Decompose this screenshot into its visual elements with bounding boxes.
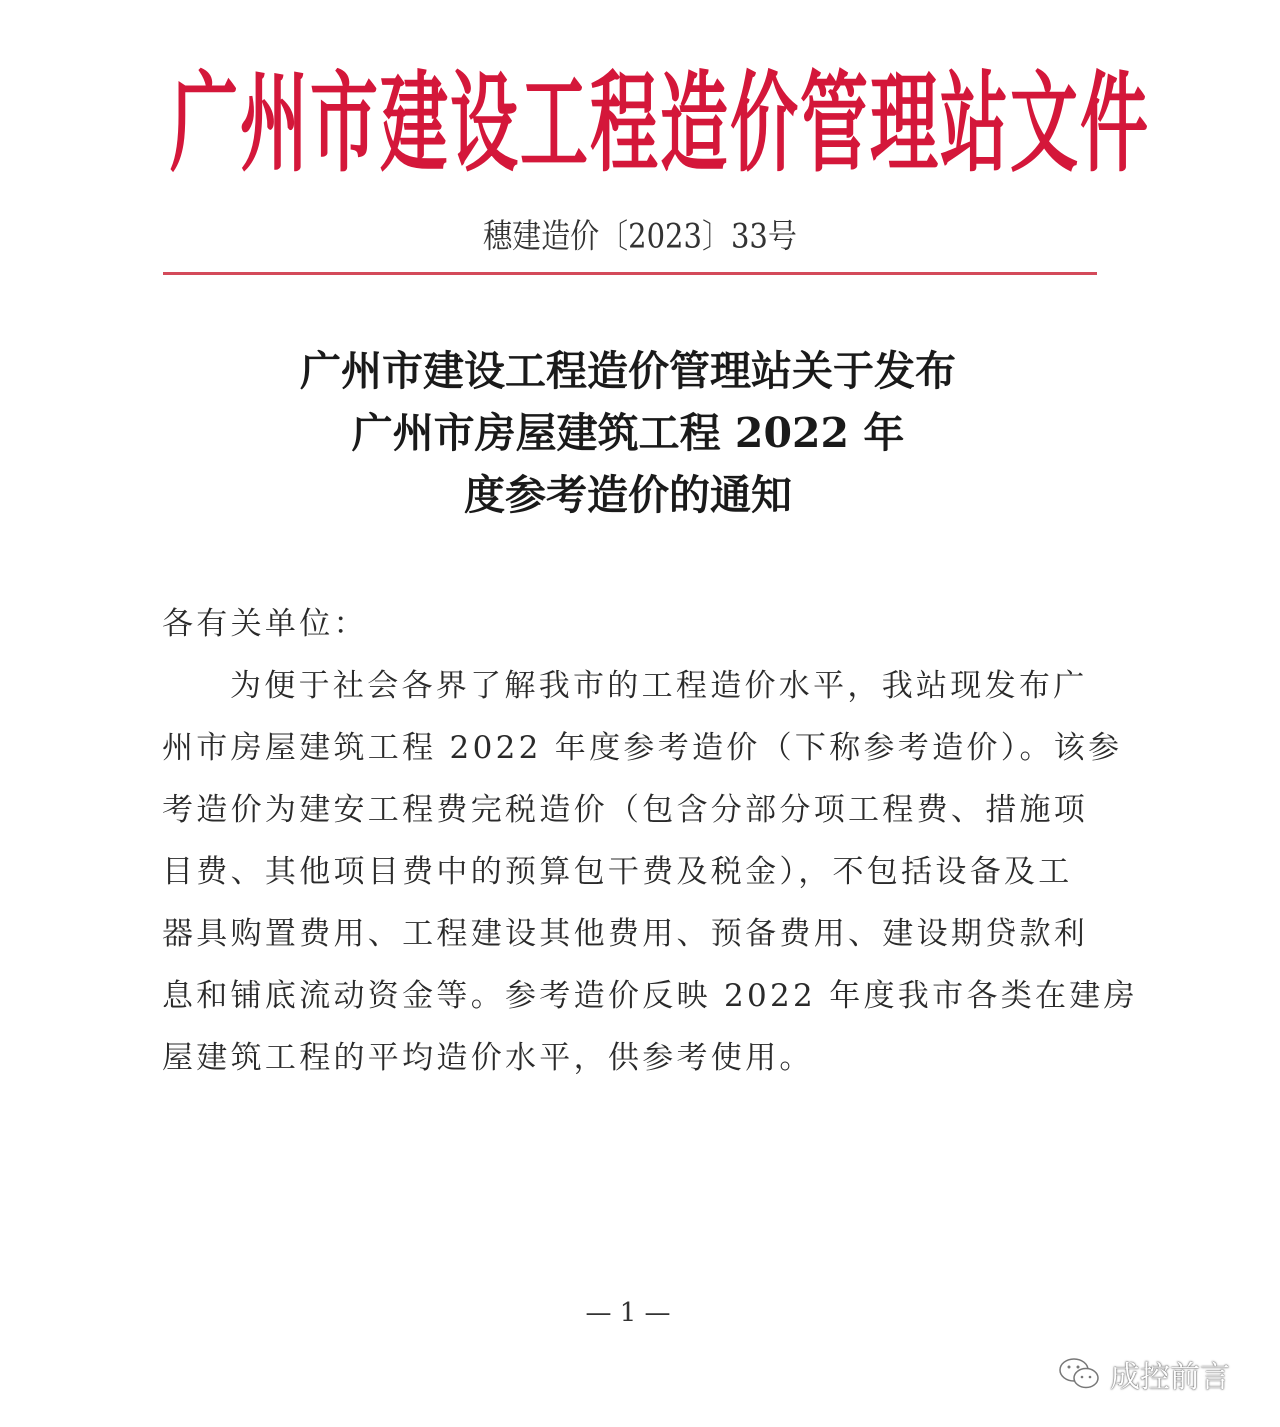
notice-body [162, 593, 1138, 1089]
body-line: 为便于社会各界了解我市的工程造价水平，我站现发布广 [230, 668, 1088, 704]
watermark [1058, 1352, 1230, 1396]
salutation: 各有关单位： [162, 606, 368, 642]
masthead-title: 广州市建设工程造价管理站文件 [170, 62, 1151, 189]
body-line: 器具购置费用、工程建设其他费用、预备费用、建设期贷款利 [162, 916, 1089, 952]
title-line: 广州市房屋建筑工程 2022 年 [351, 409, 905, 457]
body-line: 目费、其他项目费中的预算包干费及税金），不包括设备及工 [162, 854, 1073, 890]
wechat-icon [1058, 1356, 1102, 1392]
watermark-text: 成控前言 [1110, 1360, 1230, 1395]
body-line: 州市房屋建筑工程 2022 年度参考造价（下称参考造价）。该参 [162, 730, 1123, 766]
body-line: 息和铺底流动资金等。参考造价反映 2022 年度我市各类在建房 [162, 978, 1138, 1014]
red-divider [163, 272, 1097, 275]
title-line: 度参考造价的通知 [464, 471, 792, 519]
page-number: — 1 — [585, 1298, 671, 1328]
body-line: 屋建筑工程的平均造价水平，供参考使用。 [162, 1040, 814, 1076]
notice-title [0, 340, 1256, 526]
body-line: 考造价为建安工程费完税造价（包含分部分项工程费、措施项 [162, 792, 1089, 828]
document-number: 穗建造价〔2023〕33号 [483, 216, 797, 256]
title-line: 广州市建设工程造价管理站关于发布 [300, 347, 956, 395]
